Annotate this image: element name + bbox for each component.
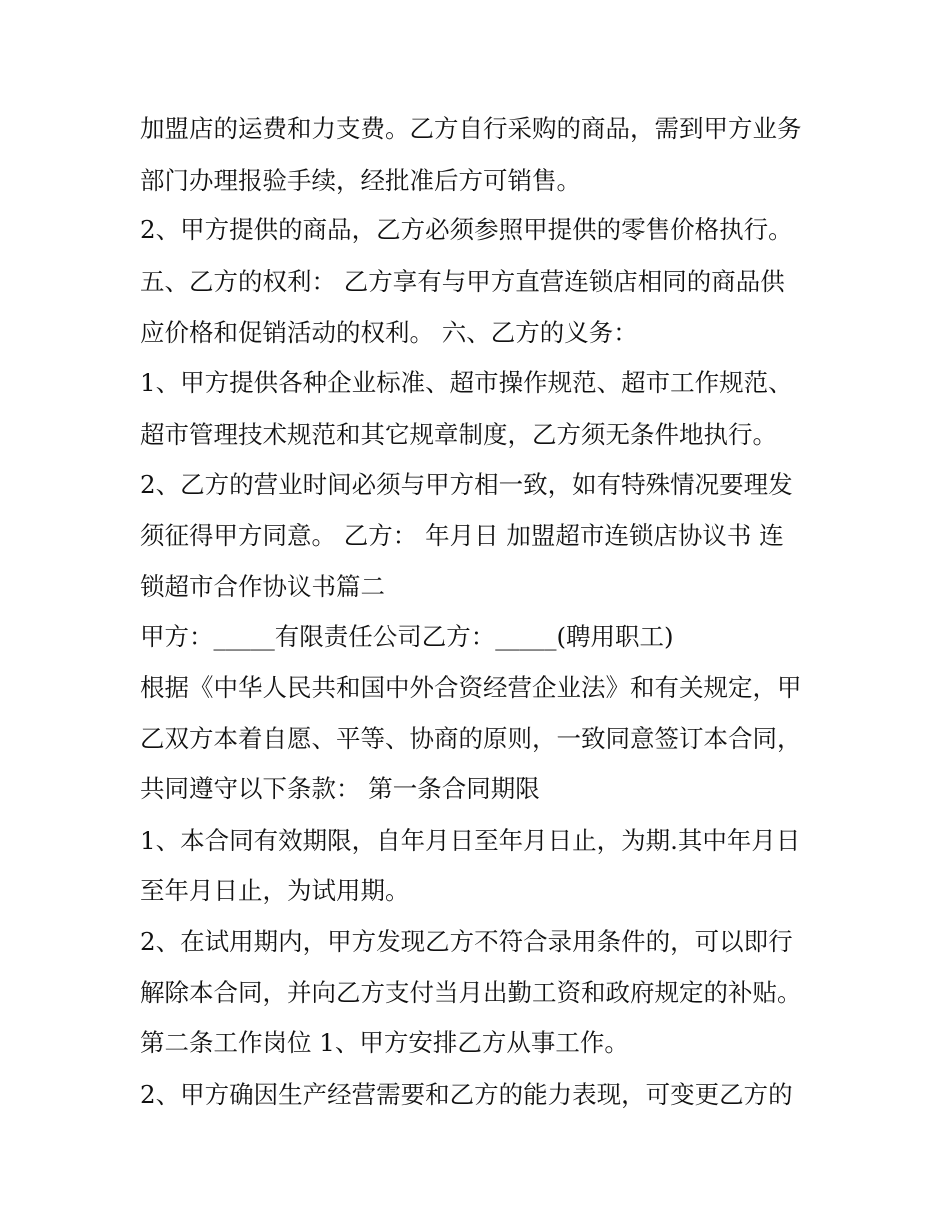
text-line: 共同遵守以下条款： 第一条合同期限 [140,774,540,803]
text-line: 五、乙方的权利： 乙方享有与甲方直营连锁店相同的商品供 [140,267,785,296]
text-line: 至年月日止，为试用期。 [140,876,410,905]
text-line: 加盟店的运费和力支费。乙方自行采购的商品，需到甲方业务 [140,114,802,143]
text-line: 第二条工作岗位 1、甲方安排乙方从事工作。 [140,1028,629,1057]
text-line: 2、乙方的营业时间必须与甲方相一致，如有特殊情况要理发 [140,470,793,499]
text-line: 锁超市合作协议书篇二 [140,572,385,601]
text-line: 应价格和促销活动的权利。 六、乙方的义务： [140,318,638,347]
text-line: 须征得甲方同意。 乙方： 年月日 加盟超市连锁店协议书 连 [140,521,784,550]
text-line: 甲方：_____有限责任公司乙方：_____(聘用职工) [140,622,674,651]
text-line: 超市管理技术规范和其它规章制度，乙方须无条件地执行。 [140,420,777,449]
text-line: 2、甲方提供的商品，乙方必须参照甲提供的零售价格执行。 [140,215,793,244]
text-line: 根据《中华人民共和国中外合资经营企业法》和有关规定，甲 [140,673,802,702]
text-line: 2、甲方确因生产经营需要和乙方的能力表现，可变更乙方的 [140,1080,793,1109]
text-line: 1、甲方提供各种企业标准、超市操作规范、超市工作规范、 [140,368,793,397]
text-line: 2、在试用期内，甲方发现乙方不符合录用条件的，可以即行 [140,927,793,956]
text-line: 部门办理报验手续，经批准后方可销售。 [140,166,581,195]
text-line: 乙双方本着自愿、平等、协商的原则，一致同意签订本合同， [140,724,802,753]
text-line: 解除本合同，并向乙方支付当月出勤工资和政府规定的补贴。 [140,978,802,1007]
text-line: 1、本合同有效期限，自年月日至年月日止，为期.其中年月日 [140,826,801,855]
